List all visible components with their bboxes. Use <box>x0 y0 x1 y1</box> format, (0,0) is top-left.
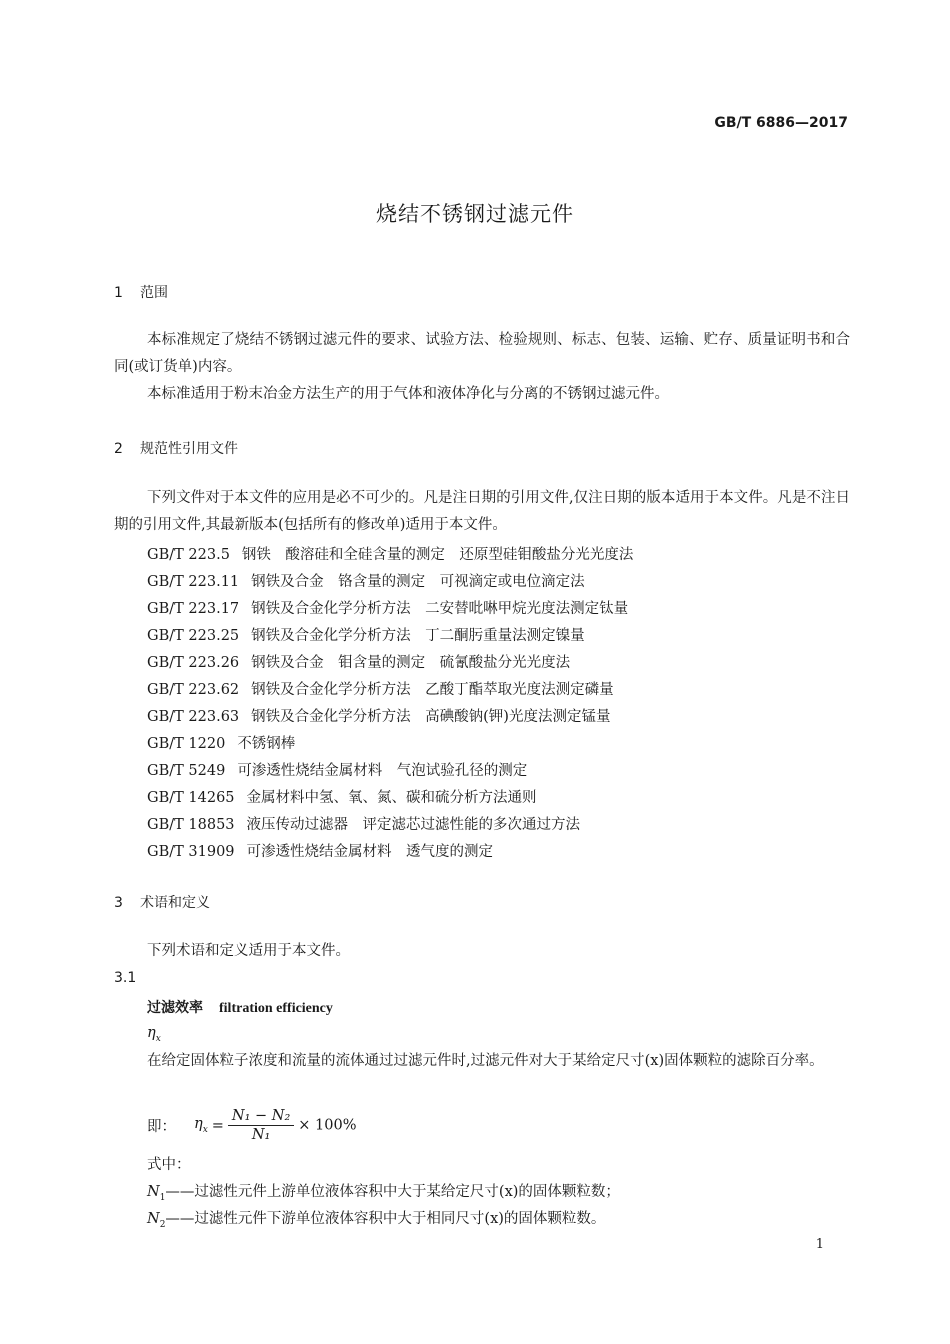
formula-tail: × 100% <box>298 1117 357 1134</box>
reference-code: GB/T 14265 <box>147 790 235 806</box>
variable-symbol: N <box>147 1184 160 1200</box>
term-name-cn: 过滤效率 <box>147 1000 203 1016</box>
reference-title: 液压传动过滤器 评定滤芯过滤性能的多次通过方法 <box>246 817 581 833</box>
term-name-en: filtration efficiency <box>219 1001 333 1016</box>
variable-definition <box>147 1206 605 1239</box>
reference-item <box>147 759 527 780</box>
reference-item <box>147 786 537 807</box>
reference-title: 金属材料中氢、氧、氮、碳和硫分析方法通则 <box>246 790 537 806</box>
section-3-heading <box>114 892 210 912</box>
lhs-symbol: η <box>194 1116 203 1133</box>
symbol-main: η <box>147 1025 156 1041</box>
section-title: 规范性引用文件 <box>140 441 238 457</box>
reference-title: 钢铁及合金化学分析方法 二安替吡啉甲烷光度法测定钛量 <box>251 601 629 617</box>
document-title: 烧结不锈钢过滤元件 <box>376 202 574 226</box>
variable-desc: ——过滤性元件下游单位液体容积中大于相同尺寸(x)的固体颗粒数。 <box>165 1211 606 1227</box>
reference-code: GB/T 1220 <box>147 736 226 752</box>
reference-code: GB/T 223.5 <box>147 547 230 563</box>
reference-item <box>147 705 610 726</box>
reference-title: 钢铁 酸溶硅和全硅含量的测定 还原型硅钼酸盐分光光度法 <box>241 547 634 563</box>
section-1-paragraph-2: 本标准适用于粉末冶金方法生产的用于气体和液体净化与分离的不锈钢过滤元件。 <box>147 386 669 402</box>
section-1-heading <box>114 282 168 302</box>
reference-code: GB/T 5249 <box>147 763 226 779</box>
reference-code: GB/T 31909 <box>147 844 235 860</box>
section-title: 术语和定义 <box>140 895 210 911</box>
variable-symbol: N <box>147 1211 160 1227</box>
reference-title: 钢铁及合金 钼含量的测定 硫氰酸盐分光光度法 <box>251 655 571 671</box>
lhs-sub: x <box>202 1124 208 1135</box>
reference-code: GB/T 223.11 <box>147 574 240 590</box>
formula-lhs <box>194 1116 208 1135</box>
section-3-paragraph: 下列术语和定义适用于本文件。 <box>147 943 350 959</box>
term-definition: 在给定固体粒子浓度和流量的流体通过过滤元件时,过滤元件对大于某给定尺寸(x)固体颗粒的滤除百分率。 <box>147 1053 824 1069</box>
section-number: 2 <box>114 441 123 457</box>
reference-code: GB/T 223.25 <box>147 628 240 644</box>
symbol-sub: x <box>155 1033 161 1044</box>
efficiency-formula <box>147 1108 357 1150</box>
formula-prefix: 即： <box>147 1119 176 1135</box>
reference-title: 钢铁及合金化学分析方法 丁二酮肟重量法测定镍量 <box>251 628 585 644</box>
reference-title: 钢铁及合金化学分析方法 乙酸丁酯萃取光度法测定磷量 <box>251 682 614 698</box>
reference-code: GB/T 223.62 <box>147 682 240 698</box>
formula-fraction <box>228 1108 294 1143</box>
formula-equals: = <box>211 1117 224 1134</box>
section-2-heading <box>114 438 238 458</box>
reference-title: 可渗透性烧结金属材料 气泡试验孔径的测定 <box>237 763 528 779</box>
reference-code: GB/T 223.17 <box>147 601 240 617</box>
reference-item <box>147 597 628 618</box>
reference-title: 不锈钢棒 <box>237 736 296 752</box>
term-heading <box>147 997 333 1017</box>
section-number: 1 <box>114 285 123 301</box>
reference-title: 可渗透性烧结金属材料 透气度的测定 <box>246 844 494 860</box>
section-1-paragraph-1: 本标准规定了烧结不锈钢过滤元件的要求、试验方法、检验规则、标志、包装、运输、贮存、质量证明书和合同(或订货单)内容。 <box>114 332 850 375</box>
section-2-paragraph: 下列文件对于本文件的应用是必不可少的。凡是注日期的引用文件,仅注日期的版本适用于本文件。凡是不注日期的引用文件,其最新版本(包括所有的修改单)适用于本文件。 <box>114 490 850 533</box>
fraction-denominator: N₁ <box>251 1127 271 1143</box>
reference-code: GB/T 223.63 <box>147 709 240 725</box>
reference-item <box>147 624 585 645</box>
reference-title: 钢铁及合金 铬含量的测定 可视滴定或电位滴定法 <box>251 574 585 590</box>
reference-item <box>147 840 493 861</box>
reference-item <box>147 813 580 834</box>
reference-item <box>147 570 585 591</box>
reference-item <box>147 732 295 753</box>
variable-sub: 1 <box>159 1192 166 1203</box>
where-label: 式中： <box>147 1157 191 1173</box>
reference-item <box>147 678 614 699</box>
variable-desc: ——过滤性元件上游单位液体容积中大于某给定尺寸(x)的固体颗粒数； <box>165 1184 620 1200</box>
reference-code: GB/T 223.26 <box>147 655 240 671</box>
term-number: 3.1 <box>114 970 137 986</box>
fraction-numerator: N₁ − N₂ <box>228 1108 294 1126</box>
page-number: 1 <box>815 1237 824 1252</box>
reference-item <box>147 543 633 564</box>
variable-sub: 2 <box>159 1219 166 1230</box>
reference-item <box>147 651 570 672</box>
reference-code: GB/T 18853 <box>147 817 235 833</box>
section-title: 范围 <box>140 285 168 301</box>
section-number: 3 <box>114 895 123 911</box>
reference-title: 钢铁及合金化学分析方法 高碘酸钠(钾)光度法测定锰量 <box>251 709 611 725</box>
standard-code: GB/T 6886—2017 <box>714 115 848 131</box>
